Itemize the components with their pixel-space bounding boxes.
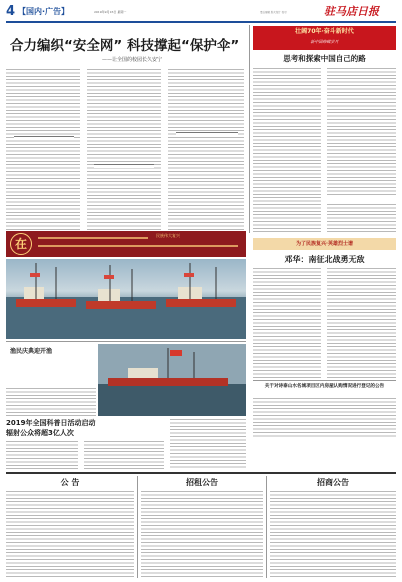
lead-subhead-2 [94, 164, 154, 168]
ads-top-rule [6, 472, 396, 474]
kids-banner-title: 为了民族复兴·英雄烈士谱 [296, 241, 353, 247]
registration-notice-body [253, 398, 396, 438]
editor-info: 责任编辑 版式设计 校对 [260, 11, 287, 14]
ad-gonggao-body [6, 491, 134, 577]
science-day-column-2 [84, 441, 164, 469]
science-day-subheadline: 辐射公众将超3亿人次 [6, 429, 74, 437]
science-day-column-1 [6, 441, 78, 469]
column-divider [249, 25, 250, 233]
mid-banner-text: 民族伟大复兴 [156, 233, 180, 238]
photo-rule [6, 341, 246, 342]
lead-column-1 [6, 69, 80, 119]
lead-article-continued [6, 120, 246, 230]
lead-subhead-1 [14, 136, 74, 140]
mid-banner [6, 231, 246, 257]
harbor-boats-illustration [6, 259, 246, 339]
banner-70-sub: 新中国峥嵘岁月 [310, 39, 339, 44]
issue-date: 2019年9月16日 星期一 [94, 10, 127, 14]
hero-column-1 [253, 268, 321, 378]
mid-banner-badge: 在 [10, 233, 32, 255]
photo-lower-image [98, 344, 246, 416]
registration-notice-title: 关于对诗泰山水名城项目区内房屋认购情况进行登记的公告 [264, 384, 385, 389]
ads-divider-1 [137, 476, 138, 578]
header-rule [6, 21, 396, 23]
lead-column-3 [168, 69, 244, 119]
hero-headline: 邓华：南征北战勇无敌 [284, 255, 365, 264]
section-name: 【国内·广告】 [18, 7, 70, 16]
page-number: 4 [6, 4, 16, 19]
photo-caption-box [6, 344, 96, 386]
banner-70-title: 壮阔70年·奋斗新时代 [295, 28, 354, 35]
lead-column-2 [87, 69, 161, 119]
lead-column-3b [168, 120, 244, 230]
essay-column-1 [253, 68, 321, 233]
lead-article [6, 25, 246, 120]
page-header [6, 4, 396, 20]
lead-column-2b [87, 120, 161, 230]
essay-headline: 思考和探索中国自己的路 [283, 54, 366, 63]
kids-banner [253, 238, 396, 250]
lead-subhead-3 [176, 132, 238, 136]
mid-banner-line-1 [38, 237, 148, 239]
ad-zhaoshang-title: 招商公告 [317, 478, 349, 487]
essay-gap [327, 196, 396, 202]
ad-zhaoshang-body [270, 491, 396, 577]
hero-rule [253, 380, 396, 381]
hero-column-2 [327, 268, 396, 378]
ad-zhaozu-title: 招租公告 [186, 478, 218, 487]
flag-boats-illustration [98, 344, 246, 416]
essay-column-2 [327, 68, 396, 233]
lead-subheadline: ——让全国的校园长久安宁 [102, 57, 163, 63]
mid-banner-line-2 [38, 245, 238, 247]
science-day-headline: 2019年全国科普日活动启动 [6, 419, 96, 427]
lead-headline: 合力编织“安全网” 科技撑起“保护伞” [10, 38, 240, 54]
ad-zhaozu [141, 476, 263, 578]
science-day-column-3 [170, 419, 246, 469]
photo-side-text [6, 388, 96, 416]
harbor-photo [6, 259, 246, 339]
photo-caption: 渔民庆典迎开渔 [10, 348, 53, 355]
masthead-logo: 驻马店日报 [324, 5, 379, 18]
ad-gonggao-title: 公 告 [60, 478, 80, 487]
banner-70-years [253, 26, 396, 50]
ads-divider-2 [266, 476, 267, 578]
ad-gonggao [6, 476, 134, 578]
ad-zhaozu-body [141, 491, 263, 577]
ad-zhaoshang [270, 476, 396, 578]
